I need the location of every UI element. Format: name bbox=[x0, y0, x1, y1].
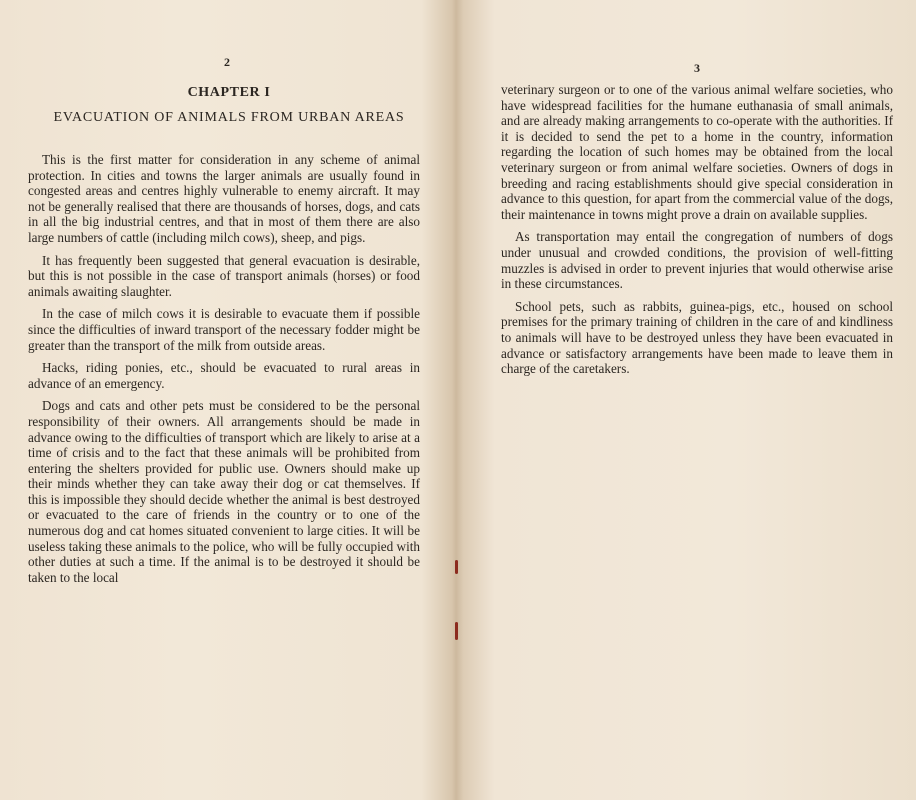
page-number-right: 3 bbox=[694, 61, 701, 75]
paragraph: Dogs and cats and other pets must be considered to be the personal responsibility of their owners. All arrangements should be made in advance owing to the difficulties of transport which are likely to arise at a time of crisis and to the fact that these animals will be prohibited from entering the shelters provided for public use. Owners should make up their minds whether they can take away their dog or cat themselves. If this is impossible they should decide whether the animal is best destroyed or evacuated to the care of friends in the country or to one of the numerous dog and cat homes situated convenient to large cities. It will be useless taking these animals to the police, who will be fully occupied with other duties at such a time. If the animal is to be destroyed it should be taken to the local bbox=[28, 398, 420, 585]
paragraph: School pets, such as rabbits, guinea-pigs, etc., housed on school premises for the primary training of children in the care of and kindliness to animals will have to be destroyed unless they have been evacuated in advance or satisfactory arrangements have been made to leave them in charge of the caretakers. bbox=[501, 298, 893, 377]
paragraph: veterinary surgeon or to one of the various animal welfare societies, who have widespread facilities for the humane euthanasia of small animals, and are already making arrangements to co-operate with the authorities. If it is decided to send the pet to a home in the country, information regarding the location of such homes may be obtained from the local veterinary surgeon or from animal welfare societies. Owners of dogs in breeding and racing establishments should give special consideration in advance to this question, for apart from the commercial value of the dogs, their maintenance in towns might prove a drain on available supplies. bbox=[501, 82, 893, 222]
right-page-text bbox=[501, 82, 893, 384]
right-page bbox=[458, 0, 916, 800]
page-number-left: 2 bbox=[224, 55, 231, 69]
paragraph: As transportation may entail the congregation of numbers of dogs under unusual and crowded conditions, the provision of well-fitting muzzles is advised in order to prevent injuries that would otherwise arise in these circumstances. bbox=[501, 229, 893, 292]
chapter-title: EVACUATION OF ANIMALS FROM URBAN AREAS bbox=[53, 110, 405, 125]
paragraph: Hacks, riding ponies, etc., should be evacuated to rural areas in advance of an emergency. bbox=[28, 360, 420, 391]
left-page-text bbox=[28, 152, 420, 592]
paragraph: It has frequently been suggested that general evacuation is desirable, but this is not possible in the case of transport animals (horses) or food animals awaiting slaughter. bbox=[28, 252, 420, 299]
paragraph: In the case of milch cows it is desirable to evacuate them if possible since the difficulties of inward transport of the necessary fodder might be greater than the transport of the milk from outside areas. bbox=[28, 306, 420, 353]
paragraph: This is the first matter for consideration in any scheme of animal protection. In cities and towns the larger animals are usually found in congested areas and centres highly vulnerable to enemy aircraft. It may not be generally realised that there are thousands of horses, dogs, and cats in all the big industrial centres, and that in most of them there are also large numbers of cattle (including milch cows), sheep, and pigs. bbox=[28, 152, 420, 245]
chapter-label: CHAPTER I bbox=[187, 85, 271, 100]
